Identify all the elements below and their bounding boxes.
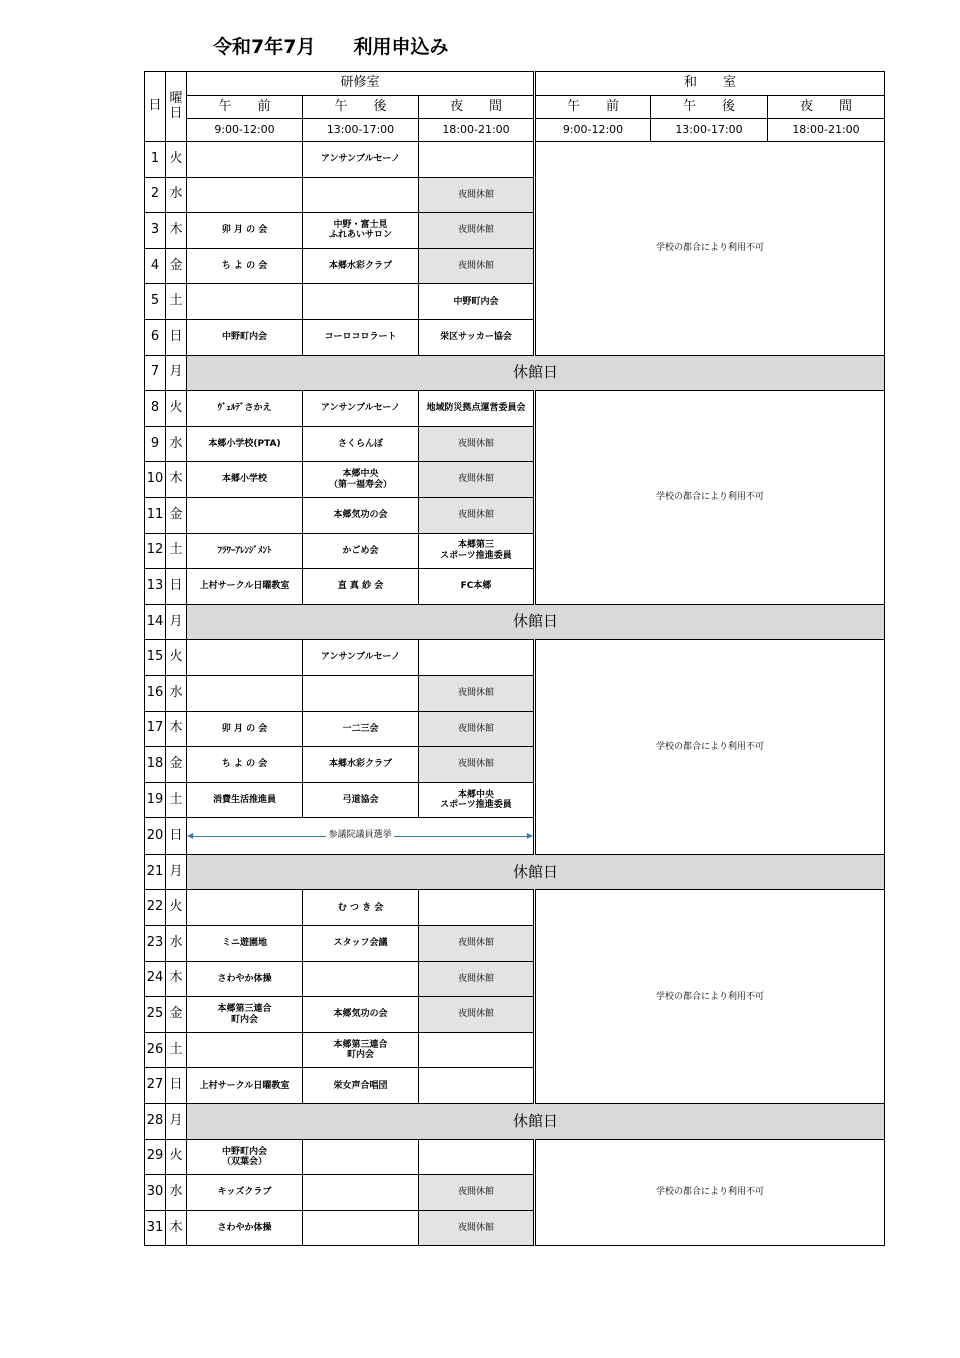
weekday: 月 xyxy=(166,604,187,640)
weekday: 土 xyxy=(166,533,187,569)
weekday: 金 xyxy=(166,997,187,1033)
weekday: 月 xyxy=(166,854,187,890)
slot-am xyxy=(187,890,303,926)
japanese-room-unavailable: 学校の都合により利用不可 xyxy=(535,890,885,1104)
table-row xyxy=(145,142,885,178)
slot-am xyxy=(187,640,303,676)
header-room-training: 研修室 xyxy=(187,72,535,96)
weekday: 木 xyxy=(166,711,187,747)
weekday: 火 xyxy=(166,890,187,926)
day-number: 22 xyxy=(145,890,166,926)
slot-am: 卯 月 の 会 xyxy=(187,213,303,249)
weekday: 木 xyxy=(166,462,187,498)
day-number: 19 xyxy=(145,782,166,818)
slot-am: 上村サークル日曜教室 xyxy=(187,569,303,605)
weekday: 月 xyxy=(166,355,187,391)
slot-am xyxy=(187,497,303,533)
day-number: 3 xyxy=(145,213,166,249)
day-number: 7 xyxy=(145,355,166,391)
slot-pm: 一二三会 xyxy=(303,711,419,747)
day-number: 17 xyxy=(145,711,166,747)
slot-am: 上村サークル日曜教室 xyxy=(187,1068,303,1104)
weekday: 土 xyxy=(166,1032,187,1068)
japanese-room-unavailable: 学校の都合により利用不可 xyxy=(535,1139,885,1246)
event-label: 参議院議員選挙 xyxy=(328,830,392,841)
slot-night: 夜間休館 xyxy=(419,961,535,997)
slot-am: ｳﾞｪﾙﾃﾞさかえ xyxy=(187,391,303,427)
day-number: 6 xyxy=(145,319,166,355)
japanese-room-unavailable: 学校の都合により利用不可 xyxy=(535,391,885,605)
day-number: 9 xyxy=(145,426,166,462)
arrow-right-icon: ▶ xyxy=(526,831,533,841)
table-row xyxy=(145,1139,885,1175)
slot-am xyxy=(187,1032,303,1068)
weekday: 日 xyxy=(166,319,187,355)
day-number: 29 xyxy=(145,1139,166,1175)
header-slot-am-b: 午 前 xyxy=(535,96,651,119)
slot-night: 夜間休館 xyxy=(419,248,535,284)
header-slot-am: 午 前 xyxy=(187,96,303,119)
slot-am: 卯 月 の 会 xyxy=(187,711,303,747)
table-row xyxy=(145,1104,885,1140)
slot-am: 中野町内会 （双葉会） xyxy=(187,1139,303,1175)
slot-night: 本郷第三 スポーツ推進委員 xyxy=(419,533,535,569)
day-number: 13 xyxy=(145,569,166,605)
slot-am xyxy=(187,177,303,213)
slot-pm: む つ き 会 xyxy=(303,890,419,926)
weekday: 月 xyxy=(166,1104,187,1140)
table-row xyxy=(145,355,885,391)
slot-pm xyxy=(303,177,419,213)
slot-am: さわやか体操 xyxy=(187,1210,303,1246)
event-arrow xyxy=(187,818,533,854)
arrow-left-icon: ◀ xyxy=(187,831,194,841)
day-number: 24 xyxy=(145,961,166,997)
slot-am: ち よ の 会 xyxy=(187,747,303,783)
slot-pm: さくらんぼ xyxy=(303,426,419,462)
slot-night: 地域防災拠点運営委員会 xyxy=(419,391,535,427)
slot-am: ち よ の 会 xyxy=(187,248,303,284)
slot-night xyxy=(419,142,535,178)
slot-am: 消費生活推進員 xyxy=(187,782,303,818)
day-number: 4 xyxy=(145,248,166,284)
weekday: 木 xyxy=(166,1210,187,1246)
slot-am: 中野町内会 xyxy=(187,319,303,355)
weekday: 土 xyxy=(166,782,187,818)
slot-pm xyxy=(303,284,419,320)
slot-am: さわやか体操 xyxy=(187,961,303,997)
weekday: 火 xyxy=(166,640,187,676)
weekday: 金 xyxy=(166,747,187,783)
schedule-table xyxy=(144,71,885,1246)
day-number: 2 xyxy=(145,177,166,213)
header-time-pm: 13:00-17:00 xyxy=(303,119,419,142)
slot-pm: 弓道協会 xyxy=(303,782,419,818)
slot-night: 夜間休館 xyxy=(419,711,535,747)
slot-night: 夜間休館 xyxy=(419,462,535,498)
day-number: 26 xyxy=(145,1032,166,1068)
day-number: 18 xyxy=(145,747,166,783)
day-number: 27 xyxy=(145,1068,166,1104)
header-time-am: 9:00-12:00 xyxy=(187,119,303,142)
slot-pm: コーロコロラート xyxy=(303,319,419,355)
slot-pm: 中野・富士見 ふれあいサロン xyxy=(303,213,419,249)
slot-night: 夜間休館 xyxy=(419,747,535,783)
slot-pm: 本郷水彩クラブ xyxy=(303,248,419,284)
day-number: 10 xyxy=(145,462,166,498)
day-number: 20 xyxy=(145,818,166,855)
weekday: 土 xyxy=(166,284,187,320)
table-row xyxy=(145,604,885,640)
closed-day-cell: 休館日 xyxy=(187,355,885,391)
slot-am: ﾌﾗﾜｰｱﾚﾝｼﾞﾒﾝﾄ xyxy=(187,533,303,569)
table-row xyxy=(145,854,885,890)
weekday: 火 xyxy=(166,391,187,427)
slot-pm: 本郷気功の会 xyxy=(303,997,419,1033)
weekday: 日 xyxy=(166,569,187,605)
header-time-pm-b: 13:00-17:00 xyxy=(651,119,768,142)
slot-pm: アンサンブルセーノ xyxy=(303,142,419,178)
day-number: 16 xyxy=(145,675,166,711)
slot-am: ミニ遊園地 xyxy=(187,926,303,962)
weekday: 水 xyxy=(166,426,187,462)
table-row xyxy=(145,640,885,676)
page-title: 令和7年7月 利用申込み xyxy=(213,36,449,58)
header-time-night-b: 18:00-21:00 xyxy=(768,119,885,142)
closed-day-cell: 休館日 xyxy=(187,1104,885,1140)
slot-pm: 直 真 紗 会 xyxy=(303,569,419,605)
slot-pm: 本郷第三連合 町内会 xyxy=(303,1032,419,1068)
header-slot-night-b: 夜 間 xyxy=(768,96,885,119)
slot-am: 本郷小学校(PTA) xyxy=(187,426,303,462)
weekday: 水 xyxy=(166,675,187,711)
event-span-cell xyxy=(187,818,535,855)
day-number: 23 xyxy=(145,926,166,962)
day-number: 25 xyxy=(145,997,166,1033)
slot-pm: アンサンブルセーノ xyxy=(303,391,419,427)
slot-am: 本郷小学校 xyxy=(187,462,303,498)
day-number: 28 xyxy=(145,1104,166,1140)
slot-night: 夜間休館 xyxy=(419,213,535,249)
weekday: 水 xyxy=(166,1175,187,1211)
closed-day-cell: 休館日 xyxy=(187,604,885,640)
slot-pm xyxy=(303,1139,419,1175)
slot-night xyxy=(419,640,535,676)
weekday: 火 xyxy=(166,1139,187,1175)
weekday: 日 xyxy=(166,818,187,855)
header-time-night: 18:00-21:00 xyxy=(419,119,535,142)
header-weekday: 曜 日 xyxy=(166,72,187,142)
header-day: 日 xyxy=(145,72,166,142)
weekday: 火 xyxy=(166,142,187,178)
slot-night: 栄区サッカー協会 xyxy=(419,319,535,355)
day-number: 30 xyxy=(145,1175,166,1211)
slot-pm: 本郷水彩クラブ xyxy=(303,747,419,783)
day-number: 11 xyxy=(145,497,166,533)
day-number: 8 xyxy=(145,391,166,427)
slot-night: 夜間休館 xyxy=(419,997,535,1033)
slot-pm: 本郷中央 （第一福寿会） xyxy=(303,462,419,498)
slot-night: 夜間休館 xyxy=(419,497,535,533)
slot-night: 本郷中央 スポーツ推進委員 xyxy=(419,782,535,818)
slot-am: キッズクラブ xyxy=(187,1175,303,1211)
weekday: 金 xyxy=(166,497,187,533)
slot-pm xyxy=(303,675,419,711)
slot-pm: 栄女声合唱団 xyxy=(303,1068,419,1104)
weekday: 木 xyxy=(166,961,187,997)
slot-night xyxy=(419,1139,535,1175)
slot-night: 夜間休館 xyxy=(419,1175,535,1211)
header-slot-night: 夜 間 xyxy=(419,96,535,119)
table-row xyxy=(145,890,885,926)
header-slot-pm-b: 午 後 xyxy=(651,96,768,119)
slot-am xyxy=(187,142,303,178)
day-number: 21 xyxy=(145,854,166,890)
slot-pm xyxy=(303,1175,419,1211)
slot-pm: スタッフ会議 xyxy=(303,926,419,962)
slot-night: FC本郷 xyxy=(419,569,535,605)
closed-day-cell: 休館日 xyxy=(187,854,885,890)
day-number: 14 xyxy=(145,604,166,640)
slot-night: 中野町内会 xyxy=(419,284,535,320)
japanese-room-unavailable: 学校の都合により利用不可 xyxy=(535,640,885,855)
weekday: 水 xyxy=(166,926,187,962)
day-number: 12 xyxy=(145,533,166,569)
day-number: 31 xyxy=(145,1210,166,1246)
slot-night: 夜間休館 xyxy=(419,1210,535,1246)
header-time-am-b: 9:00-12:00 xyxy=(535,119,651,142)
slot-am xyxy=(187,284,303,320)
slot-pm: かごめ会 xyxy=(303,533,419,569)
weekday: 日 xyxy=(166,1068,187,1104)
slot-pm: 本郷気功の会 xyxy=(303,497,419,533)
header-room-japanese: 和 室 xyxy=(535,72,885,96)
day-number: 5 xyxy=(145,284,166,320)
weekday: 水 xyxy=(166,177,187,213)
day-number: 1 xyxy=(145,142,166,178)
weekday: 金 xyxy=(166,248,187,284)
slot-night: 夜間休館 xyxy=(419,926,535,962)
slot-pm xyxy=(303,961,419,997)
slot-night xyxy=(419,1068,535,1104)
slot-night xyxy=(419,1032,535,1068)
slot-pm: アンサンブルセーノ xyxy=(303,640,419,676)
table-row xyxy=(145,391,885,427)
slot-night: 夜間休館 xyxy=(419,426,535,462)
day-number: 15 xyxy=(145,640,166,676)
slot-pm xyxy=(303,1210,419,1246)
slot-am: 本郷第三連合 町内会 xyxy=(187,997,303,1033)
slot-am xyxy=(187,675,303,711)
weekday: 木 xyxy=(166,213,187,249)
header-slot-pm: 午 後 xyxy=(303,96,419,119)
slot-night: 夜間休館 xyxy=(419,675,535,711)
slot-night: 夜間休館 xyxy=(419,177,535,213)
slot-night xyxy=(419,890,535,926)
japanese-room-unavailable: 学校の都合により利用不可 xyxy=(535,142,885,356)
